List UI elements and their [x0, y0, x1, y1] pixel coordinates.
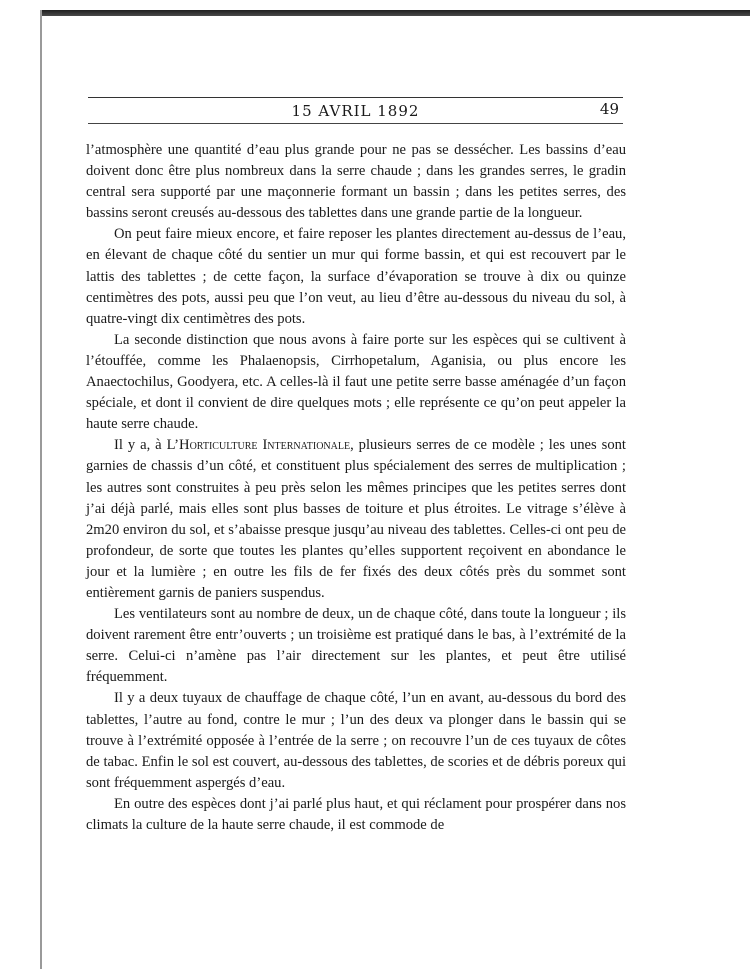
paragraph-5: Les ventilateurs sont au nombre de deux, un de chaque côté, dans toute la longueur ; ils doivent rarement être entr’ouverts ; un troisième est pratiqué dans le bas, à l’extrémité de la serre. Celui-ci n’amène pas l’air directement sur les plantes, et peut être utilisé fréquemment.: [86, 606, 626, 686]
header-rule-top: [88, 97, 623, 98]
header-date: 15 AVRIL 1892: [291, 102, 420, 120]
paragraph-1: l’atmosphère une quantité d’eau plus grande pour ne pas se dessécher. Les bassins d’eau doivent donc être plus nombreux dans la serre chaude ; dans les grandes serres, le gradin central sera supporté par une maçonnerie formant un bassin ; dans les petites serres, des bassins seront creusés au-dessous des tablettes dans une grande partie de la longueur.: [86, 142, 626, 222]
page-number: 49: [599, 100, 619, 118]
paragraph-4-start: Il y a, à: [114, 437, 167, 454]
paragraph-4: [86, 435, 626, 604]
paragraph-2: On peut faire mieux encore, et faire reposer les plantes directement au-dessus de l’eau, en élevant de chaque côté du sentier un mur qui forme bassin, et qui est recouvert par le lattis des tablettes ; de cette façon, la surface d’évaporation se trouve à dix ou quinze centimètres des pots, aussi peu que l’on veut, au lieu d’être au-dessous du niveau du sol, à quatre-vingt dix centimètres des pots.: [86, 226, 626, 327]
body-text: [86, 140, 626, 836]
running-head: [88, 100, 623, 122]
paragraph-4-rest: , plusieurs serres de ce modèle ; les unes sont garnies de chassis d’un côté, et constituent plus spécialement des serres de multiplication ; les autres sont construites à peu près selon les mêmes principes que les petites serres dont j’ai déjà parlé, mais elles sont plus basses de toiture et plus étroites. Le vitrage s’élève à 2m20 environ du sol, et s’abaisse presque jusqu’au niveau des tablettes. Celles-ci ont peu de profondeur, de sorte que toutes les plantes qu’elles supportent reçoivent en abondance le jour et la lumière ; en outre les fils de fer fixés des deux côtés près du sommet sont entièrement garnis de paniers suspendus.: [86, 437, 626, 601]
paragraph-3: La seconde distinction que nous avons à faire porte sur les espèces qui se cultivent à l’étouffée, comme les Phalaenopsis, Cirrhopetalum, Aganisia, ou plus encore les Anaectochilus, Goodyera, etc. A celles-là il faut une petite serre basse aménagée d’un façon spéciale, et dont il convient de dire quelques mots ; elle représente ce qu’on peut appeler la haute serre chaude.: [86, 331, 626, 433]
institution-name: L’Horticulture Internationale: [166, 437, 351, 454]
paragraph-7: En outre des espèces dont j’ai parlé plus haut, et qui réclament pour prospérer dans nos climats la culture de la haute serre chaude, il est commode de: [86, 795, 626, 833]
paragraph-6: Il y a deux tuyaux de chauffage de chaque côté, l’un en avant, au-dessous du bord des tablettes, l’autre au fond, contre le mur ; l’un des deux va plonger dans le bassin qui se trouve à l’extrémité opposée à l’entrée de la serre ; on recouvre l’un de ces tuyaux de côtes de tabac. Enfin le sol est couvert, au-dessous des tablettes, de scories et de débris poreux qui sont fréquemment aspergés d’eau.: [86, 690, 626, 791]
header-rule-bottom: [88, 123, 623, 124]
page-left-edge: [40, 10, 42, 969]
page-top-shadow: [40, 10, 750, 16]
